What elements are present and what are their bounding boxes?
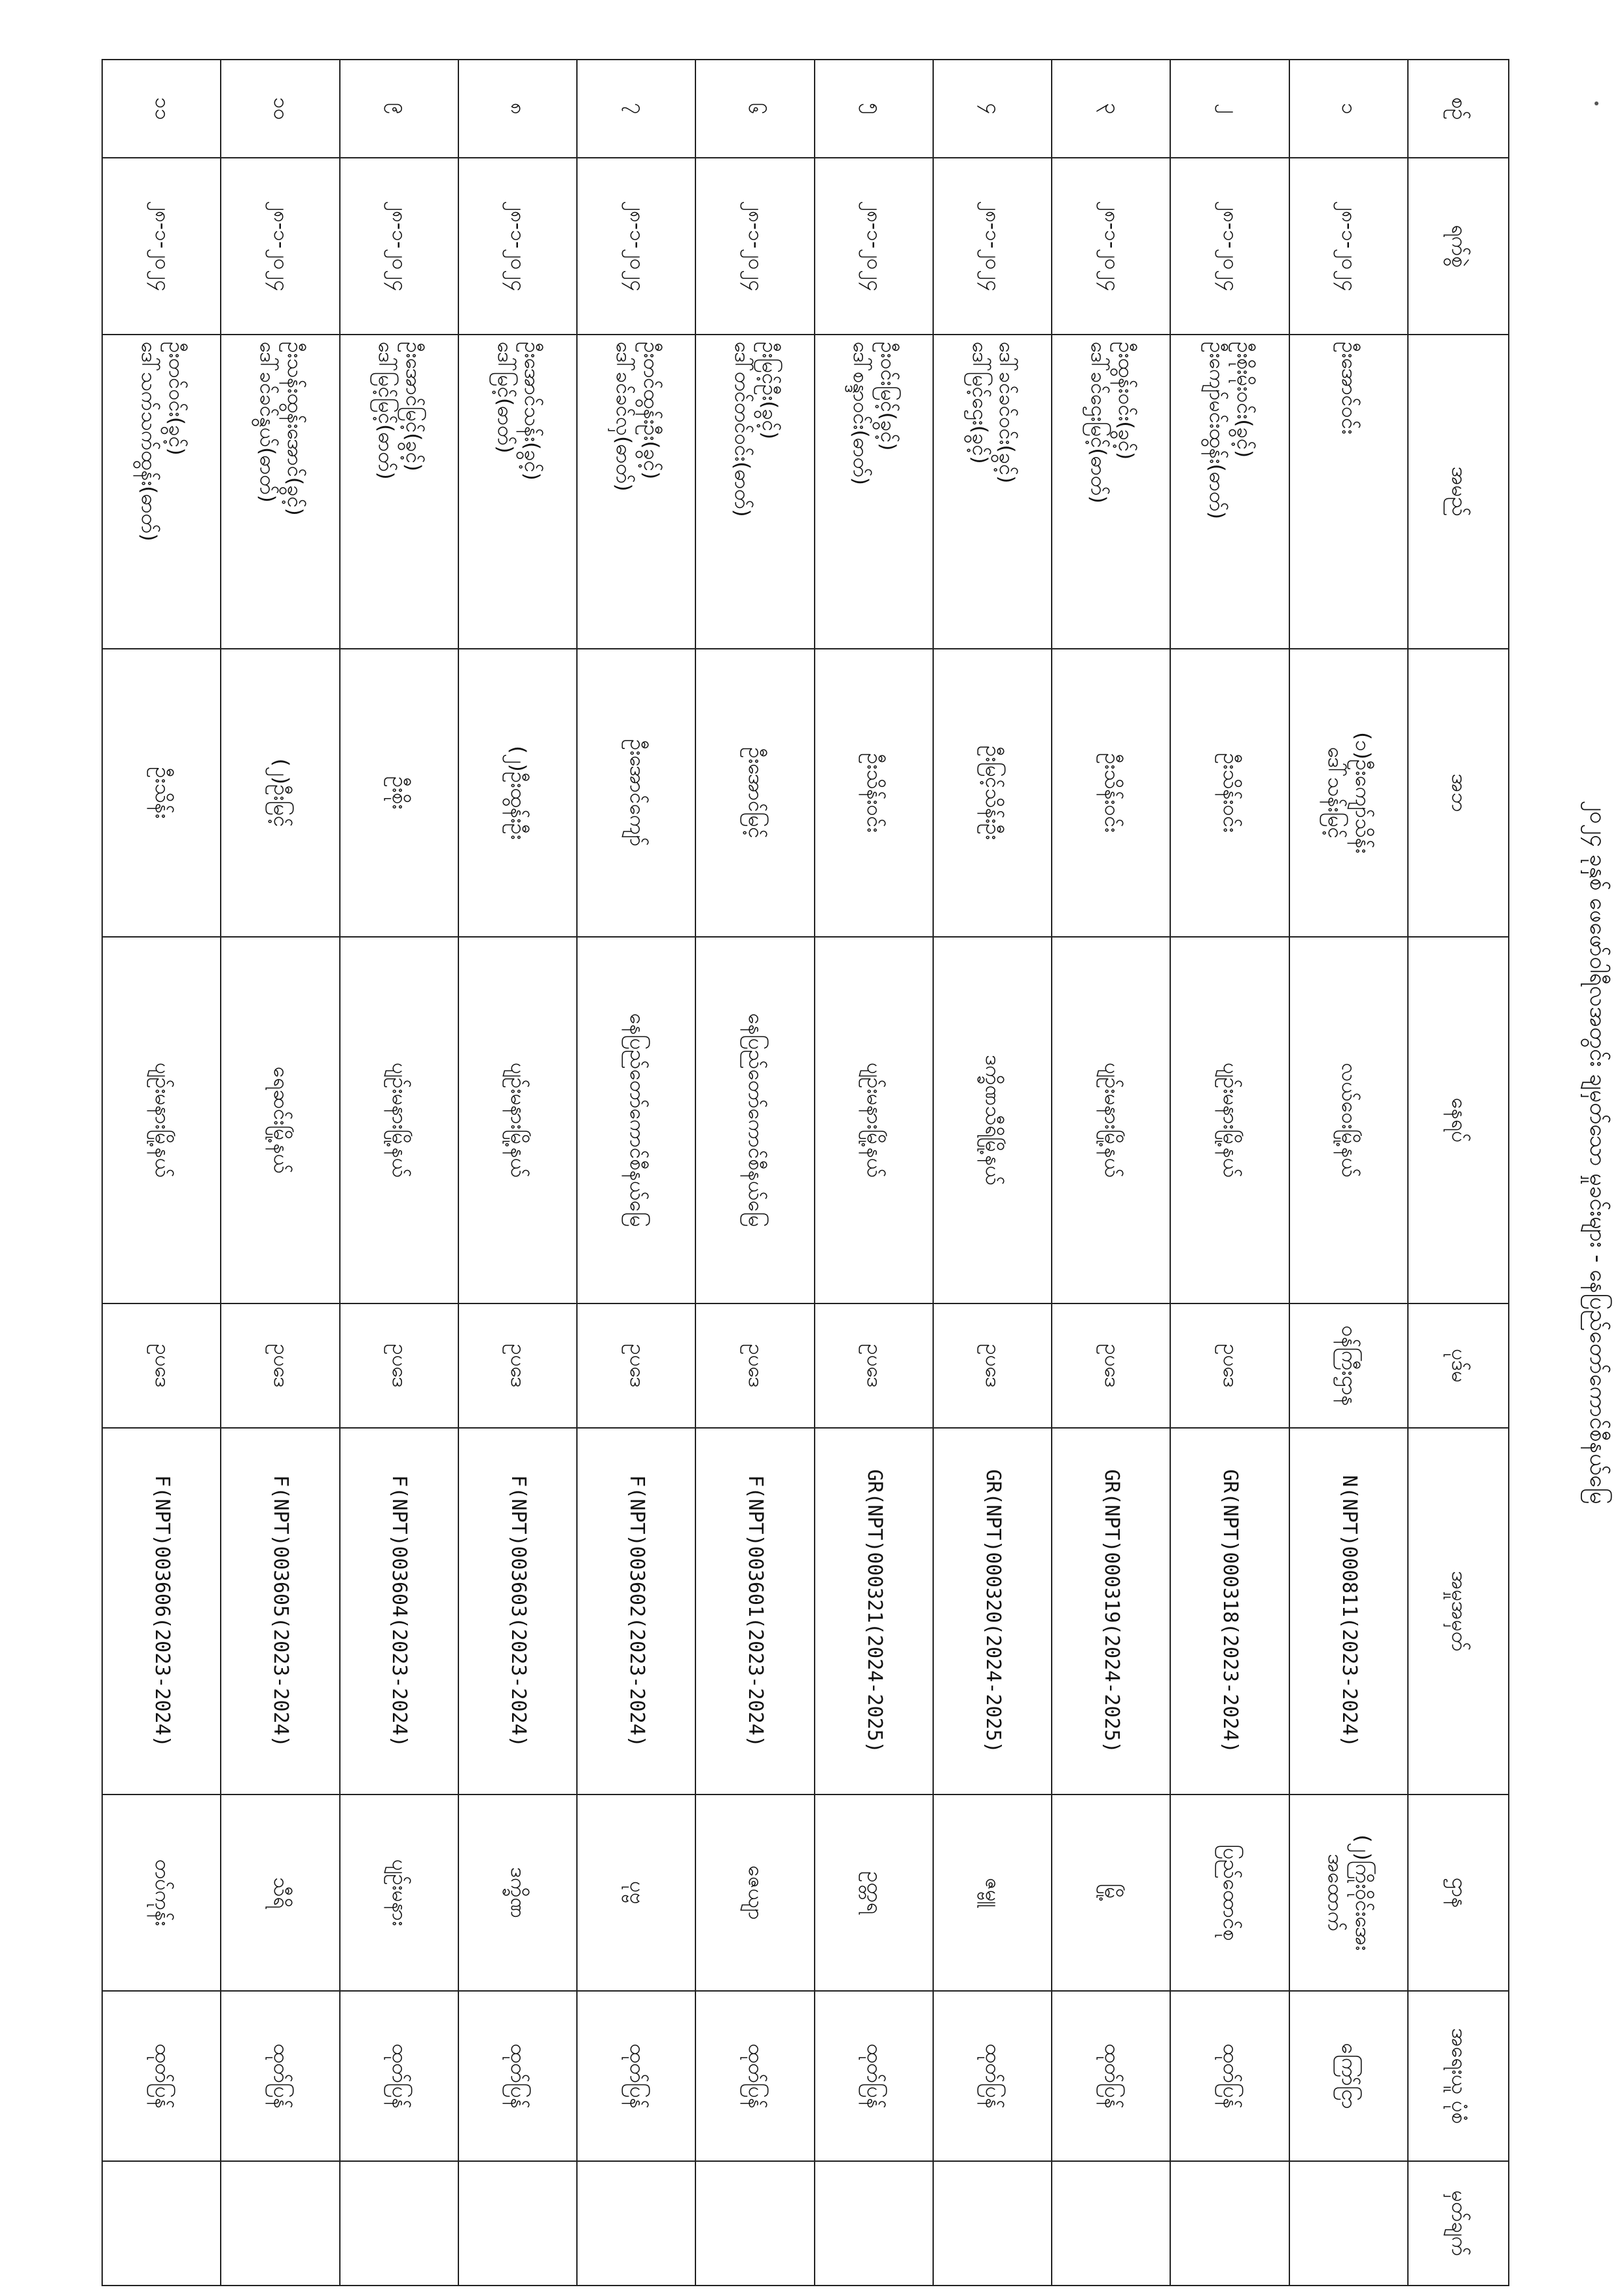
cell-date: ၂၈-၁-၂၀၂၄ <box>695 158 814 335</box>
cell-father: (၂)ဦးထွန်းဦး <box>458 649 577 937</box>
cell-no: ၆ <box>695 60 814 158</box>
cell-date: ၂၈-၁-၂၀၂၄ <box>933 158 1052 335</box>
cell-father: ဦးမြင့်သိန်းဦး <box>933 649 1052 937</box>
cell-case: F(NPT)003604(2023-2024) <box>340 1428 458 1795</box>
cell-address: ပျဉ်းမနားမြို့နယ် <box>458 937 577 1303</box>
cell-remark <box>1289 2161 1408 2286</box>
cell-father: ဦးသိန်းဝင်း <box>1052 649 1170 937</box>
cell-no: ၈ <box>458 60 577 158</box>
table-row <box>458 60 577 2286</box>
cell-action: ထုတ်ပြန် <box>695 1991 814 2161</box>
cell-remark <box>933 2161 1052 2286</box>
cell-dept: ပုဗ္ဗ <box>577 1795 695 1991</box>
cell-date: ၂၈-၁-၂၀၂၄ <box>1052 158 1170 335</box>
scan-speck <box>1595 101 1598 105</box>
cell-address: ပျဉ်းမနားမြို့နယ် <box>340 937 458 1303</box>
cell-case: F(NPT)003603(2023-2024) <box>458 1428 577 1795</box>
cell-date: ၂၈-၁-၂၀၂၄ <box>1170 158 1289 335</box>
cell-no: ၁၀ <box>221 60 339 158</box>
cell-father: ဦးအောင်မြင့် <box>695 649 814 937</box>
cell-section: ဥပဒေ <box>1052 1303 1170 1428</box>
col-header-father: အဘ <box>1408 649 1509 937</box>
table-row <box>1052 60 1170 2286</box>
cell-no: ၁ <box>1289 60 1408 158</box>
table-row <box>102 60 221 2286</box>
cell-action: ကြော်ငြာ <box>1289 1991 1408 2161</box>
cell-section: ဥပဒေ <box>815 1303 933 1428</box>
cell-dept: မြို့ <box>1052 1795 1170 1991</box>
cell-address: ရေဆင်းမြို့နယ် <box>221 937 339 1303</box>
cell-address: ပျဉ်းမနားမြို့နယ် <box>815 937 933 1303</box>
table-row <box>577 60 695 2286</box>
cell-dept: သီရိ <box>221 1795 339 1991</box>
col-header-address: နေရပ် <box>1408 937 1509 1303</box>
cell-father: ဦးစိုး <box>340 649 458 937</box>
cell-case: GR(NPT)000318(2023-2024) <box>1170 1428 1289 1795</box>
cell-section: ဥပဒေ <box>221 1303 339 1428</box>
cell-father: (၁)ဦးကျော်သိန်း ဒေါ်သန်းမြင့် <box>1289 649 1408 937</box>
cell-father: ဦးသိန်း <box>102 649 221 937</box>
cell-address: လယ်ဝေးမြို့နယ် <box>1289 937 1408 1303</box>
cell-address: နေပြည်တော်ကောင်စီနယ်မြေ <box>577 937 695 1303</box>
cell-section: ဥပဒေ <box>102 1303 221 1428</box>
col-header-section: ပုဒ်မ <box>1408 1303 1509 1428</box>
cell-father: (၂)ဦးမြင့် <box>221 649 339 937</box>
cell-section: ဥပဒေ <box>695 1303 814 1428</box>
cell-action: ထုတ်ပြန် <box>1170 1991 1289 2161</box>
cell-date: ၂၈-၁-၂၀၂၄ <box>1289 158 1408 335</box>
cell-case: GR(NPT)000319(2024-2025) <box>1052 1428 1170 1795</box>
col-header-date: ရက်စွဲ <box>1408 158 1509 335</box>
table-row <box>340 60 458 2286</box>
cell-dept: ပြည်ထောင်စု <box>1170 1795 1289 1991</box>
cell-case: F(NPT)003606(2023-2024) <box>102 1428 221 1795</box>
cell-no: ၉ <box>340 60 458 158</box>
cell-remark <box>695 2161 814 2286</box>
cell-action: ထုတ်ပြန် <box>933 1991 1052 2161</box>
cell-action: ထုတ်ပြန် <box>577 1991 695 2161</box>
col-header-action: အရေးယူ ပုံစံ <box>1408 1991 1509 2161</box>
table-row <box>1289 60 1408 2286</box>
col-header-name: အမည် <box>1408 335 1509 649</box>
table-body <box>102 60 1408 2286</box>
cell-no: ၁၁ <box>102 60 221 158</box>
cell-section: ဥပဒေ <box>458 1303 577 1428</box>
table-row <box>815 60 933 2286</box>
cell-date: ၂၈-၁-၂၀၂၄ <box>221 158 339 335</box>
cell-remark <box>1052 2161 1170 2286</box>
page-title: ၂၀၂၄ ခုနှစ် ဖေဖော်ဝါရီလအတွင်း ချမှတ်သော မှုခင်းများ - နေပြည်တော်ကောင်စီနယ်မြေ <box>1585 800 1611 1504</box>
cell-address: ဒက္ခိဏသီရိမြို့နယ် <box>933 937 1052 1303</box>
cell-action: ထုတ်ပြန် <box>102 1991 221 2161</box>
cell-remark <box>1170 2161 1289 2286</box>
cell-dept: တပ်ကုန်း <box>102 1795 221 1991</box>
cell-dept: ပျဉ်းမနား <box>340 1795 458 1991</box>
col-header-dept: ဌာန <box>1408 1795 1509 1991</box>
cell-date: ၂၈-၁-၂၀၂၄ <box>102 158 221 335</box>
cell-remark <box>340 2161 458 2286</box>
cell-section: ဥပဒေ <box>577 1303 695 1428</box>
cell-name: ဦးသန်းထွန်းအောင်(ခွင့်) ဒေါ်ခင်ခင်နွယ်(ဓာတ်) <box>221 335 339 649</box>
cell-dept: ဇေယျာ <box>695 1795 814 1991</box>
records-table <box>101 59 1509 2286</box>
cell-section: ဥပဒေ <box>933 1303 1052 1428</box>
cell-address: ပျဉ်းမနားမြို့နယ် <box>1052 937 1170 1303</box>
cell-dept: ဒက္ခိဏ <box>458 1795 577 1991</box>
cell-address: နေပြည်တော်ကောင်စီနယ်မြေ <box>695 937 814 1303</box>
cell-remark <box>458 2161 577 2286</box>
cell-father: ဦးသိန်းဝင်း <box>1170 649 1289 937</box>
cell-name: ဦးအောင်မြင့်(ခွင့်) ဒေါ်မြင့်မြင့်(ဓာတ်) <box>340 335 458 649</box>
cell-no: ၅ <box>815 60 933 158</box>
table-row <box>1170 60 1289 2286</box>
cell-action: ထုတ်ပြန် <box>815 1991 933 2161</box>
cell-case: GR(NPT)000320(2024-2025) <box>933 1428 1052 1795</box>
cell-action: ထုတ်ပြန် <box>221 1991 339 2161</box>
cell-case: F(NPT)003602(2023-2024) <box>577 1428 695 1795</box>
cell-section: ဝန်ကြီးဌာန <box>1289 1303 1408 1428</box>
cell-case: F(NPT)003601(2023-2024) <box>695 1428 814 1795</box>
cell-dept: ဇမ္ဗူ <box>933 1795 1052 1991</box>
cell-case: F(NPT)003605(2023-2024) <box>221 1428 339 1795</box>
col-header-no: စဉ် <box>1408 60 1509 158</box>
cell-action: ထုတ်ပြန် <box>1052 1991 1170 2161</box>
table-container <box>101 59 1509 2285</box>
cell-no: ၇ <box>577 60 695 158</box>
cell-date: ၂၈-၁-၂၀၂၄ <box>815 158 933 335</box>
cell-address: ပျဉ်းမနားမြို့နယ် <box>102 937 221 1303</box>
cell-name: ဦးတင်ထွန်းဦး(ခွင့်) ဒေါ်ခင်ခင်လှ(ဓာတ်) <box>577 335 695 649</box>
cell-name: ဦးစိုးမိုးဝင်း(ခွင့်) ဦးကျော်မင်းထွန်း(ဓာတ်) <box>1170 335 1289 649</box>
cell-section: ဥပဒေ <box>340 1303 458 1428</box>
cell-no: ၄ <box>933 60 1052 158</box>
cell-name: ဦးအောင်ဝင်း <box>1289 335 1408 649</box>
cell-remark <box>577 2161 695 2286</box>
col-header-remark: မှတ်ချက် <box>1408 2161 1509 2286</box>
cell-name: ဦးအောင်သန်း(ခွင့်) ဒေါ်မြင့်(ဓာတ်) <box>458 335 577 649</box>
cell-dept: ဥတ္တရ <box>815 1795 933 1991</box>
cell-father: ဦးအောင်ကျော် <box>577 649 695 937</box>
cell-remark <box>815 2161 933 2286</box>
cell-no: ၃ <box>1052 60 1170 158</box>
cell-no: ၂ <box>1170 60 1289 158</box>
table-row <box>221 60 339 2286</box>
cell-case: GR(NPT)000321(2024-2025) <box>815 1428 933 1795</box>
cell-date: ၂၈-၁-၂၀၂၄ <box>577 158 695 335</box>
cell-address: ပျဉ်းမနားမြို့နယ် <box>1170 937 1289 1303</box>
cell-date: ၂၈-၁-၂၀၂၄ <box>458 158 577 335</box>
cell-remark <box>102 2161 221 2286</box>
col-header-case: အမှုအမှတ် <box>1408 1428 1509 1795</box>
cell-remark <box>221 2161 339 2286</box>
cell-name: ဦးတင်ဝင်း(ခွင့်) ဒေါ်သက်သက်ထွန်း(ဓာတ်) <box>102 335 221 649</box>
cell-name: ဒေါ်ခင်ခင်ဝင်း(ခွင့်) ဒေါ်မြင့်ဌေး(ခွင့်) <box>933 335 1052 649</box>
cell-name: ဦးဝင်းမြင့်(ခွင့်) ဒေါ်စန္ဒာဝင်း(ဓာတ်) <box>815 335 933 649</box>
cell-action: ထုတ်ပြန် <box>458 1991 577 2161</box>
table-header-row <box>1408 60 1509 2286</box>
cell-section: ဥပဒေ <box>1170 1303 1289 1428</box>
cell-name: ဦးထွန်းဝင်း(ခွင့်) ဒေါ်ခင်ဌေးမြင့်(ဓာတ်) <box>1052 335 1170 649</box>
cell-dept: (၂)ကြိုးဝိုင်းအေးအထောက် <box>1289 1795 1408 1991</box>
cell-father: ဦးသိန်းဝင်း <box>815 649 933 937</box>
cell-case: N(NPT)000811(2023-2024) <box>1289 1428 1408 1795</box>
table-row <box>933 60 1052 2286</box>
cell-action: ထုတ်ပြန် <box>340 1991 458 2161</box>
cell-date: ၂၈-၁-၂၀၂၄ <box>340 158 458 335</box>
cell-name: ဦးမြင့်ဦး(ခွင့်) ဒေါ်တင်တင်ဝင်း(ဓာတ်) <box>695 335 814 649</box>
table-row <box>695 60 814 2286</box>
